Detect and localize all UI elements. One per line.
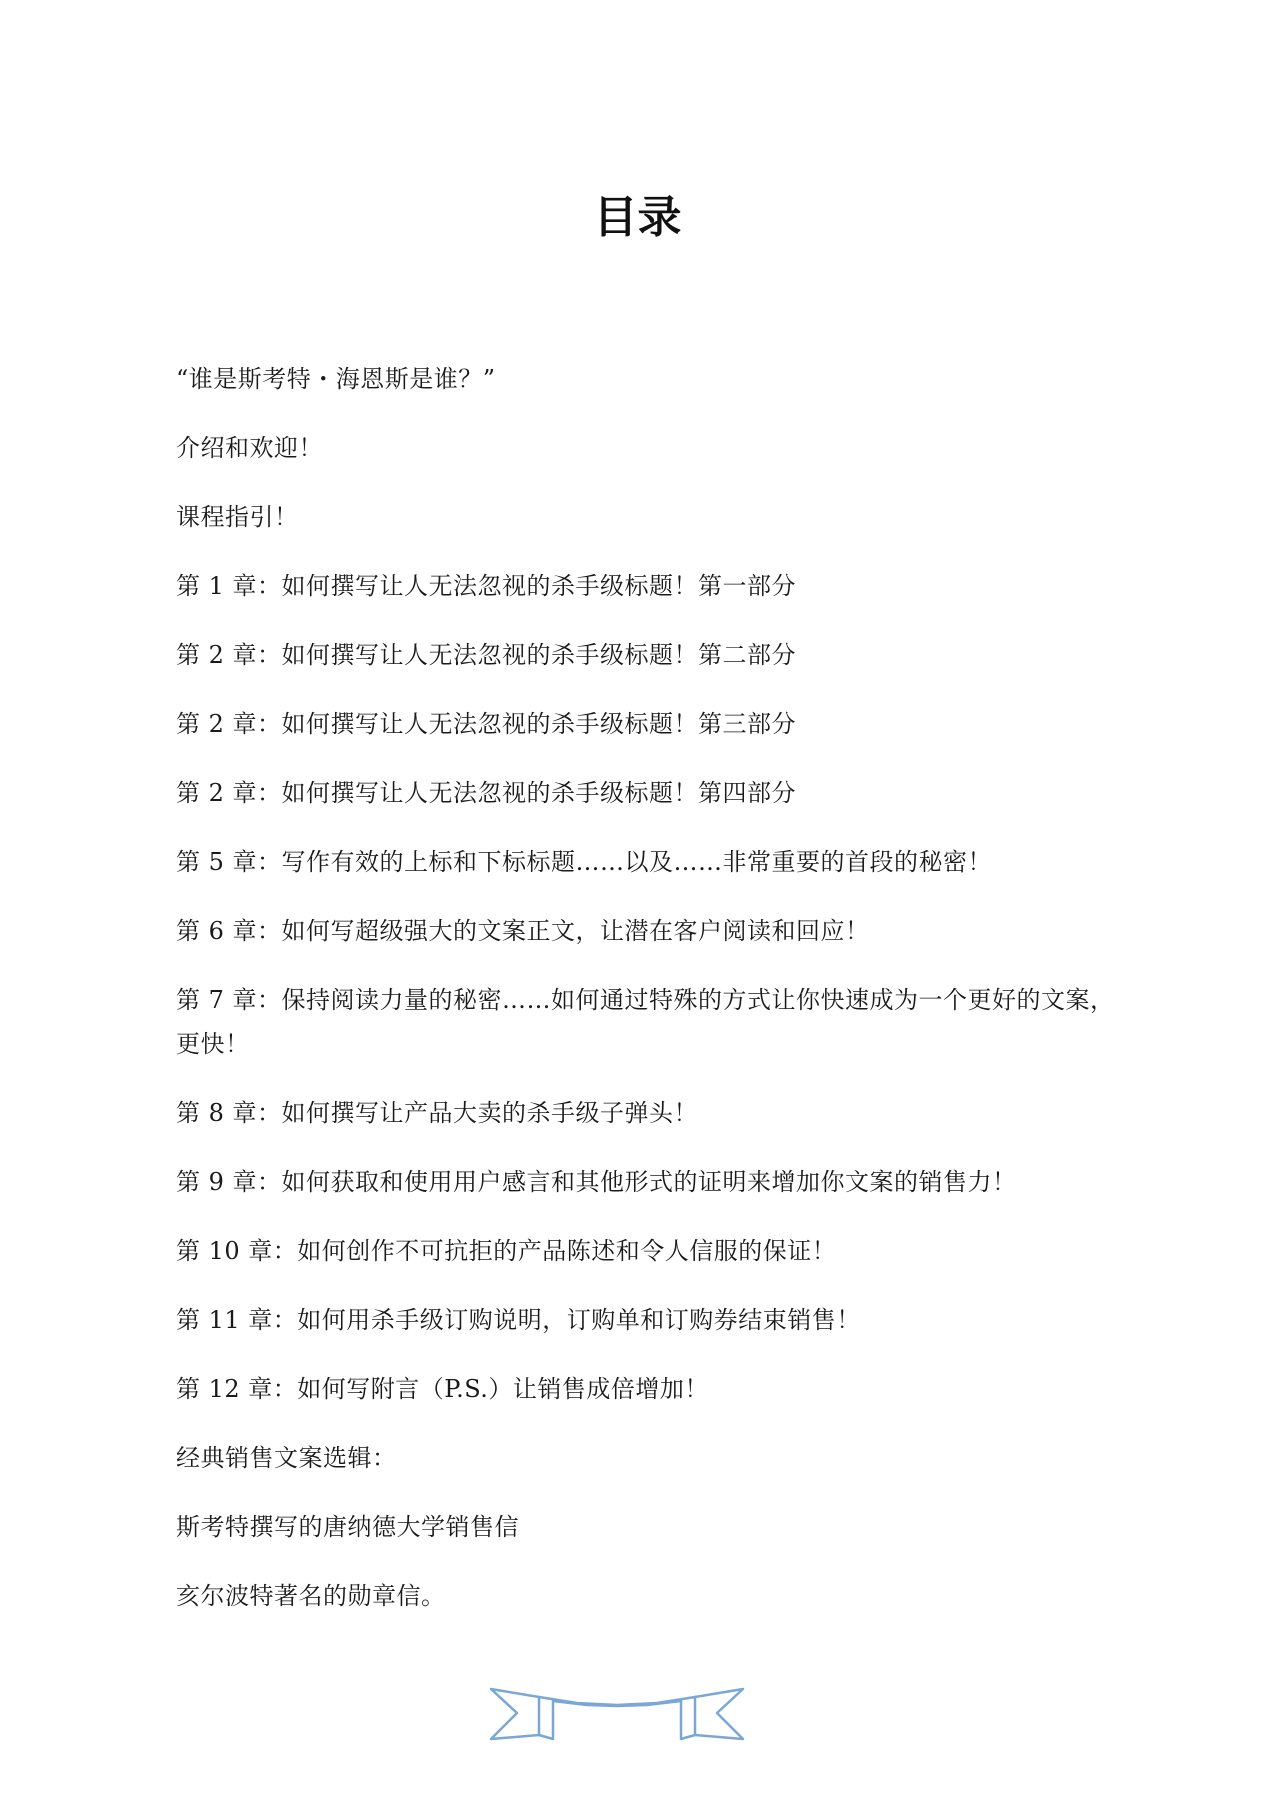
- toc-entry-chapter-7: 第 7 章：保持阅读力量的秘密……如何通过特殊的方式让你快速成为一个更好的文案，更快！: [176, 986, 1115, 1058]
- toc-entry-chapter-5: 第 5 章：写作有效的上标和下标标题……以及……非常重要的首段的秘密！: [176, 848, 993, 876]
- toc-entry-chapter-8: 第 8 章：如何撰写让产品大卖的杀手级子弹头！: [176, 1099, 699, 1127]
- toc-entry-chapter-9: 第 9 章：如何获取和使用用户感言和其他形式的证明来增加你文案的销售力！: [176, 1168, 1017, 1196]
- toc-entry-chapter-1: 第 1 章：如何撰写让人无法忽视的杀手级标题！第一部分: [176, 572, 797, 600]
- toc-list: [176, 357, 1116, 1643]
- toc-entry-chapter-2-part-3: 第 2 章：如何撰写让人无法忽视的杀手级标题！第三部分: [176, 710, 797, 738]
- toc-entry-course-guide: 课程指引！: [176, 503, 299, 531]
- toc-entry-chapter-12: 第 12 章：如何写附言（P.S.）让销售成倍增加！: [176, 1375, 709, 1403]
- toc-entry-chapter-2-part-2: 第 2 章：如何撰写让人无法忽视的杀手级标题！第二部分: [176, 641, 797, 669]
- toc-entry-chapter-2-part-4: 第 2 章：如何撰写让人无法忽视的杀手级标题！第四部分: [176, 779, 797, 807]
- toc-entry-introduction: 介绍和欢迎！: [176, 434, 323, 462]
- toc-entry-chapter-10: 第 10 章：如何创作不可抗拒的产品陈述和令人信服的保证！: [176, 1237, 837, 1265]
- toc-entry-medal-letter: 亥尔波特著名的勋章信。: [176, 1582, 446, 1610]
- toc-entry-chapter-11: 第 11 章：如何用杀手级订购说明，订购单和订购券结束销售！: [176, 1306, 861, 1334]
- toc-entry-chapter-6: 第 6 章：如何写超级强大的文案正文，让潜在客户阅读和回应！: [176, 917, 870, 945]
- toc-entry-classic-letters: 经典销售文案选辑：: [176, 1444, 397, 1472]
- ribbon-banner-icon: [487, 1683, 747, 1745]
- page-title: 目录: [593, 192, 682, 243]
- toc-entry-donald-university-letter: 斯考特撰写的唐纳德大学销售信: [176, 1513, 519, 1541]
- toc-entry-who-is-scott: “谁是斯考特・海恩斯是谁？”: [176, 365, 496, 393]
